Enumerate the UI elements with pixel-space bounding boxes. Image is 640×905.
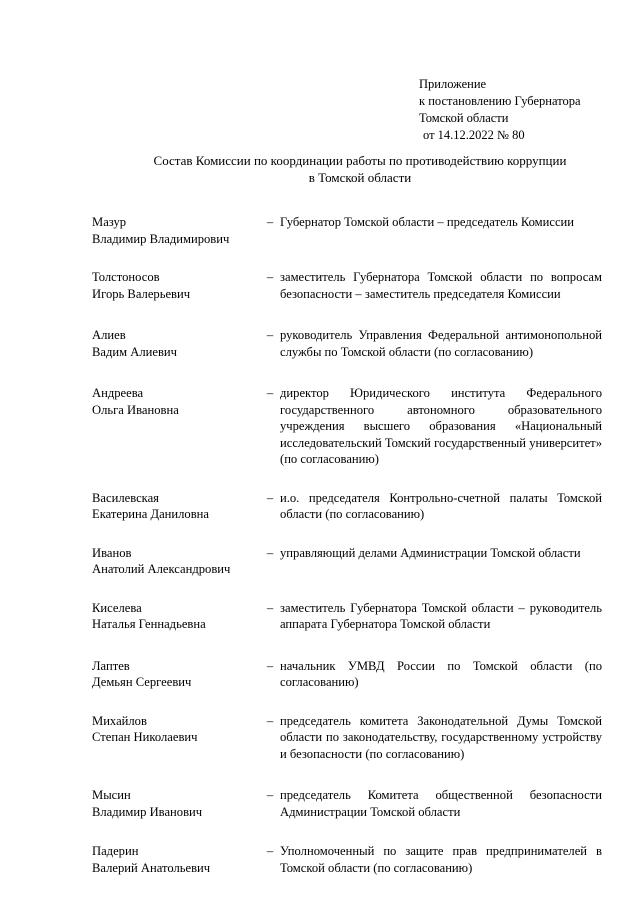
member-given-names: Владимир Иванович xyxy=(92,804,203,819)
member-name xyxy=(92,490,260,523)
member-dash: – xyxy=(266,490,274,505)
member-dash: – xyxy=(266,545,274,560)
member-given-names: Владимир Владимирович xyxy=(92,231,230,246)
commission-members-list xyxy=(92,214,602,876)
member-given-names: Демьян Сергеевич xyxy=(92,675,192,689)
member-dash: – xyxy=(266,270,274,284)
member-name xyxy=(92,843,260,876)
member-given-names: Валерий Анатольевич xyxy=(92,860,211,875)
member-surname: Андреева xyxy=(92,386,144,400)
member-role: начальник УМВД России по Томской области (по согласованию) xyxy=(280,658,602,689)
member-name xyxy=(92,787,260,820)
appendix-label: Приложение xyxy=(419,77,487,91)
member-surname: Иванов xyxy=(92,545,132,560)
member-surname: Михайлов xyxy=(92,713,147,728)
member-dash: – xyxy=(266,600,274,615)
member-kiseleva xyxy=(92,600,602,633)
member-name xyxy=(92,269,260,302)
member-name xyxy=(92,327,260,360)
member-surname: Толстоносов xyxy=(92,270,160,284)
member-role: заместитель Губернатора Томской области – руководитель аппарата Губернатора Томской области xyxy=(280,600,602,631)
member-aliev xyxy=(92,327,602,360)
member-role: Уполномоченный по защите прав предпринимателей в Томской области (по согласованию) xyxy=(280,844,602,875)
member-laptev xyxy=(92,658,602,691)
member-name xyxy=(92,713,260,763)
member-role: директор Юридического института Федерального государственного автономного образовательного учреждения высшего образования «Национальный исследовательский Томский государственный университет» (по согласованию) xyxy=(280,386,602,466)
member-given-names: Анатолий Александрович xyxy=(92,562,231,576)
member-role: председатель Комитета общественной безопасности Администрации Томской области xyxy=(280,788,602,819)
member-mysin xyxy=(92,787,602,820)
member-given-names: Екатерина Даниловна xyxy=(92,507,210,521)
member-surname: Мазур xyxy=(92,215,127,229)
member-dash: – xyxy=(266,328,274,342)
member-tolstonosov xyxy=(92,269,602,302)
member-role: руководитель Управления Федеральной антимонопольной службы по Томской области (по согласованию) xyxy=(280,328,602,359)
document-title xyxy=(80,152,640,186)
member-given-names: Наталья Геннадьевна xyxy=(92,617,206,631)
member-name xyxy=(92,214,260,247)
document-title-line-1: Состав Комиссии по координации работы по противодействию коррупции xyxy=(153,153,567,168)
member-given-names: Вадим Алиевич xyxy=(92,344,177,359)
member-name xyxy=(92,658,260,691)
member-dash: – xyxy=(266,844,274,858)
appendix-date-number: от 14.12.2022 № 80 xyxy=(423,128,525,142)
appendix-region: Томской области xyxy=(419,111,509,125)
member-surname: Лаптев xyxy=(92,658,130,673)
member-role: Губернатор Томской области – председатель Комиссии xyxy=(280,215,575,229)
appendix-resolution-ref: к постановлению Губернатора xyxy=(419,94,581,108)
member-name xyxy=(92,385,260,468)
member-name xyxy=(92,545,260,578)
member-given-names: Игорь Валерьевич xyxy=(92,286,191,301)
member-given-names: Степан Николаевич xyxy=(92,730,198,744)
member-mazur xyxy=(92,214,602,247)
member-surname: Киселева xyxy=(92,600,142,615)
member-dash: – xyxy=(266,386,274,400)
document-title-line-2: в Томской области xyxy=(308,170,412,185)
member-andreeva xyxy=(92,385,602,468)
member-role: заместитель Губернатора Томской области по вопросам безопасности – заместитель председателя Комиссии xyxy=(280,270,602,301)
member-surname: Алиев xyxy=(92,328,126,342)
member-vasilevskaya xyxy=(92,490,602,523)
member-dash: – xyxy=(266,713,274,728)
member-surname: Василевская xyxy=(92,490,159,505)
member-name xyxy=(92,600,260,633)
member-dash: – xyxy=(266,788,274,802)
member-dash: – xyxy=(266,658,274,673)
appendix-header xyxy=(419,76,581,144)
member-dash: – xyxy=(266,215,274,229)
member-role: председатель комитета Законодательной Думы Томской области по законодательству, государственному устройству и безопасности (по согласованию) xyxy=(280,713,602,761)
member-mikhailov xyxy=(92,713,602,763)
member-given-names: Ольга Ивановна xyxy=(92,402,179,417)
member-surname: Падерин xyxy=(92,844,139,858)
member-role: и.о. председателя Контрольно-счетной палаты Томской области (по согласованию) xyxy=(280,490,602,521)
member-ivanov xyxy=(92,545,602,578)
member-paderin xyxy=(92,843,602,876)
member-surname: Мысин xyxy=(92,788,131,802)
member-role: управляющий делами Администрации Томской области xyxy=(280,545,581,560)
